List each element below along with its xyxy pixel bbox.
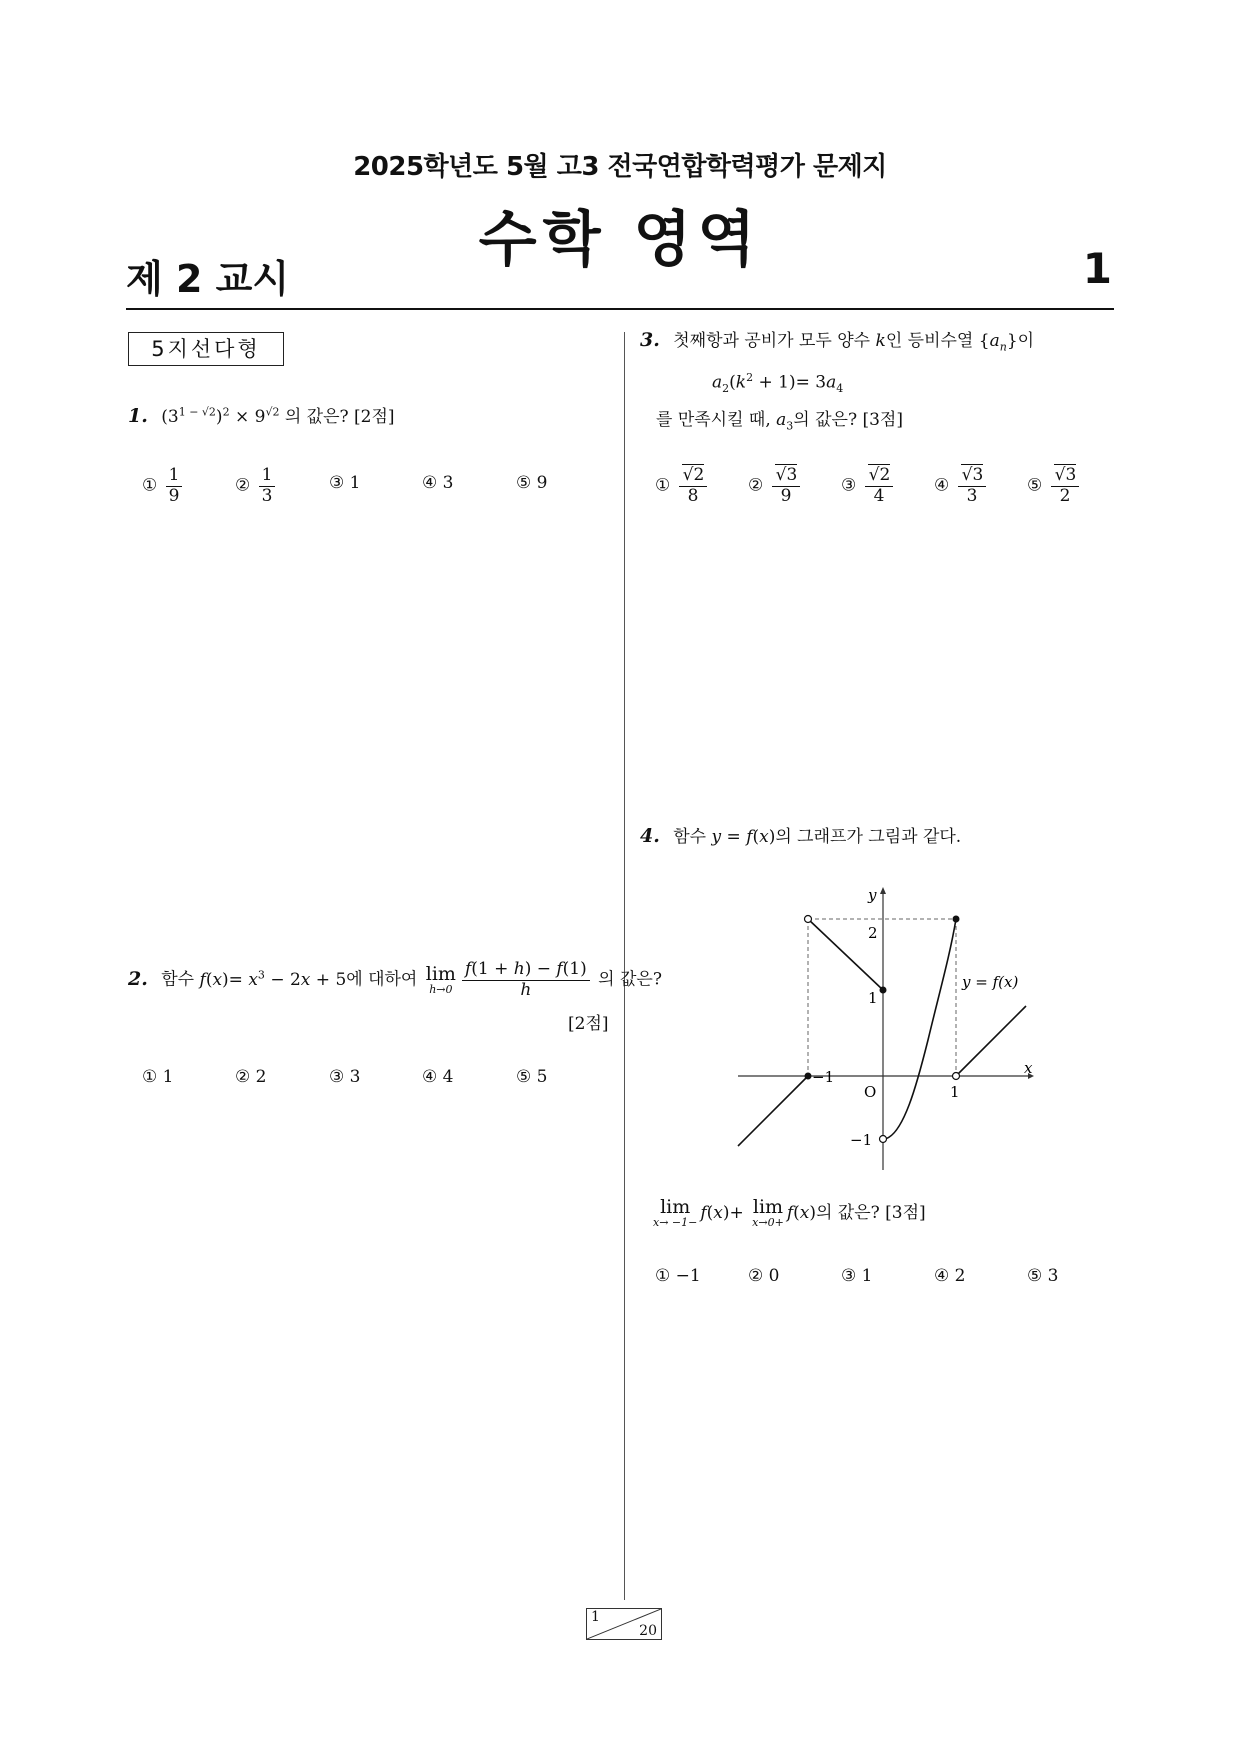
q4-option-4[interactable]: ④ 2: [934, 1266, 966, 1286]
q3-option-2[interactable]: ② $\frac{√3}{9}$: [748, 466, 803, 506]
q1-option-2[interactable]: ② $\frac{1}{3}$: [235, 466, 278, 506]
y-tick-1-label: 1: [868, 989, 878, 1007]
exam-period: 제 2 교시: [126, 257, 290, 301]
x-tick-1-label: 1: [950, 1083, 960, 1101]
q2-option-4[interactable]: ④ 4: [422, 1067, 454, 1087]
q2-option-3[interactable]: ③ 3: [329, 1067, 361, 1087]
question-1-expression: $(3^{1 - √2})^2 \times 9^{√2}$: [161, 405, 280, 427]
graph-piece-right: [956, 1006, 1026, 1076]
q2-option-1[interactable]: ① 1: [142, 1067, 174, 1087]
origin-label: O: [864, 1083, 877, 1101]
curve-label: y = f(x): [962, 973, 1019, 991]
y-axis-arrow: [880, 887, 886, 894]
q3-option-3[interactable]: ③ $\frac{√2}{4}$: [841, 466, 896, 506]
q4-option-2[interactable]: ② 0: [748, 1266, 780, 1286]
graph-piece-left: [738, 1076, 808, 1146]
point-closed-0-1: [880, 987, 887, 994]
total-pages: 20: [639, 1623, 657, 1639]
point-open-1-0: [953, 1073, 960, 1080]
q3-option-4[interactable]: ④ $\frac{√3}{3}$: [934, 466, 989, 506]
graph-curve: [883, 919, 956, 1139]
question-number: 1.: [128, 405, 148, 427]
exam-subtitle: 2025학년도 5월 고3 전국연합학력평가 문제지: [353, 152, 887, 182]
q1-option-3[interactable]: ③ 1: [329, 473, 361, 493]
point-open-neg1-2: [805, 916, 812, 923]
q4-option-3[interactable]: ③ 1: [841, 1266, 873, 1286]
q3-option-1[interactable]: ① $\frac{√2}{8}$: [655, 466, 710, 506]
y-axis-label: y: [868, 886, 877, 904]
q3-option-5[interactable]: ⑤ $\frac{√3}{2}$: [1027, 466, 1082, 506]
difference-quotient: $\frac{f(1 + h) - f(1)}{h}$: [462, 960, 590, 1000]
point-closed-1-2: [953, 916, 960, 923]
question-3-equation: $a_2(k^2 + 1)= 3a_4$: [712, 371, 844, 396]
q1-option-4[interactable]: ④ 3: [422, 473, 454, 493]
q2-option-2[interactable]: ② 2: [235, 1067, 267, 1087]
question-number: 3.: [640, 329, 660, 351]
question-2-points: [2점]: [568, 1014, 609, 1034]
question-3-condition: 를 만족시킬 때, $a_3$의 값은? [3점]: [656, 410, 903, 433]
current-page: 1: [591, 1609, 600, 1625]
section-label: 5지선다형: [128, 332, 284, 366]
y-tick-2-label: 2: [868, 924, 878, 942]
subject-title: 수학 영역: [478, 205, 762, 275]
q1-option-1[interactable]: ① $\frac{1}{9}$: [142, 466, 185, 506]
question-4: 4. 함수 y = f(x)의 그래프가 그림과 같다.: [640, 825, 962, 847]
question-number: 2.: [128, 967, 148, 990]
q2-option-5[interactable]: ⑤ 5: [516, 1067, 548, 1087]
q1-option-5[interactable]: ⑤ 9: [516, 473, 548, 493]
function-graph: [728, 880, 1038, 1180]
question-number: 4.: [640, 825, 660, 847]
q4-option-5[interactable]: ⑤ 3: [1027, 1266, 1059, 1286]
page-number: 1: [1082, 244, 1112, 293]
x-tick-neg1-label: −1: [812, 1068, 835, 1086]
point-open-0-neg1: [880, 1136, 887, 1143]
header-rule: [126, 308, 1114, 310]
question-4-limit-expression: lim x→ −1− f(x)+ lim x→0+ f(x)의 값은? [3점]: [653, 1196, 926, 1229]
question-1-tail: 의 값은? [2점]: [284, 407, 395, 427]
limit-operator: lim h→0: [425, 962, 456, 996]
sequence-notation: $\{a_n\}$: [978, 331, 1018, 354]
question-2: 2. 함수 $f(x)= x^3 - 2x + 5$에 대하여 lim h→0 $\frac{f(1 + h) - f(1)}{h}$ 의 값은?: [128, 959, 662, 1000]
x-axis-label: x: [1024, 1059, 1033, 1077]
question-3: 3. 첫째항과 공비가 모두 양수 k인 등비수열 $\{a_n\}$이: [640, 329, 1035, 354]
page-counter: [586, 1608, 662, 1640]
q4-option-1[interactable]: ① −1: [655, 1266, 701, 1286]
y-tick-neg1-label: −1: [850, 1131, 873, 1149]
question-2-function: $f(x)= x^3 - 2x + 5$: [199, 967, 347, 990]
point-closed-neg1-0: [805, 1073, 812, 1080]
question-1: [128, 403, 395, 430]
